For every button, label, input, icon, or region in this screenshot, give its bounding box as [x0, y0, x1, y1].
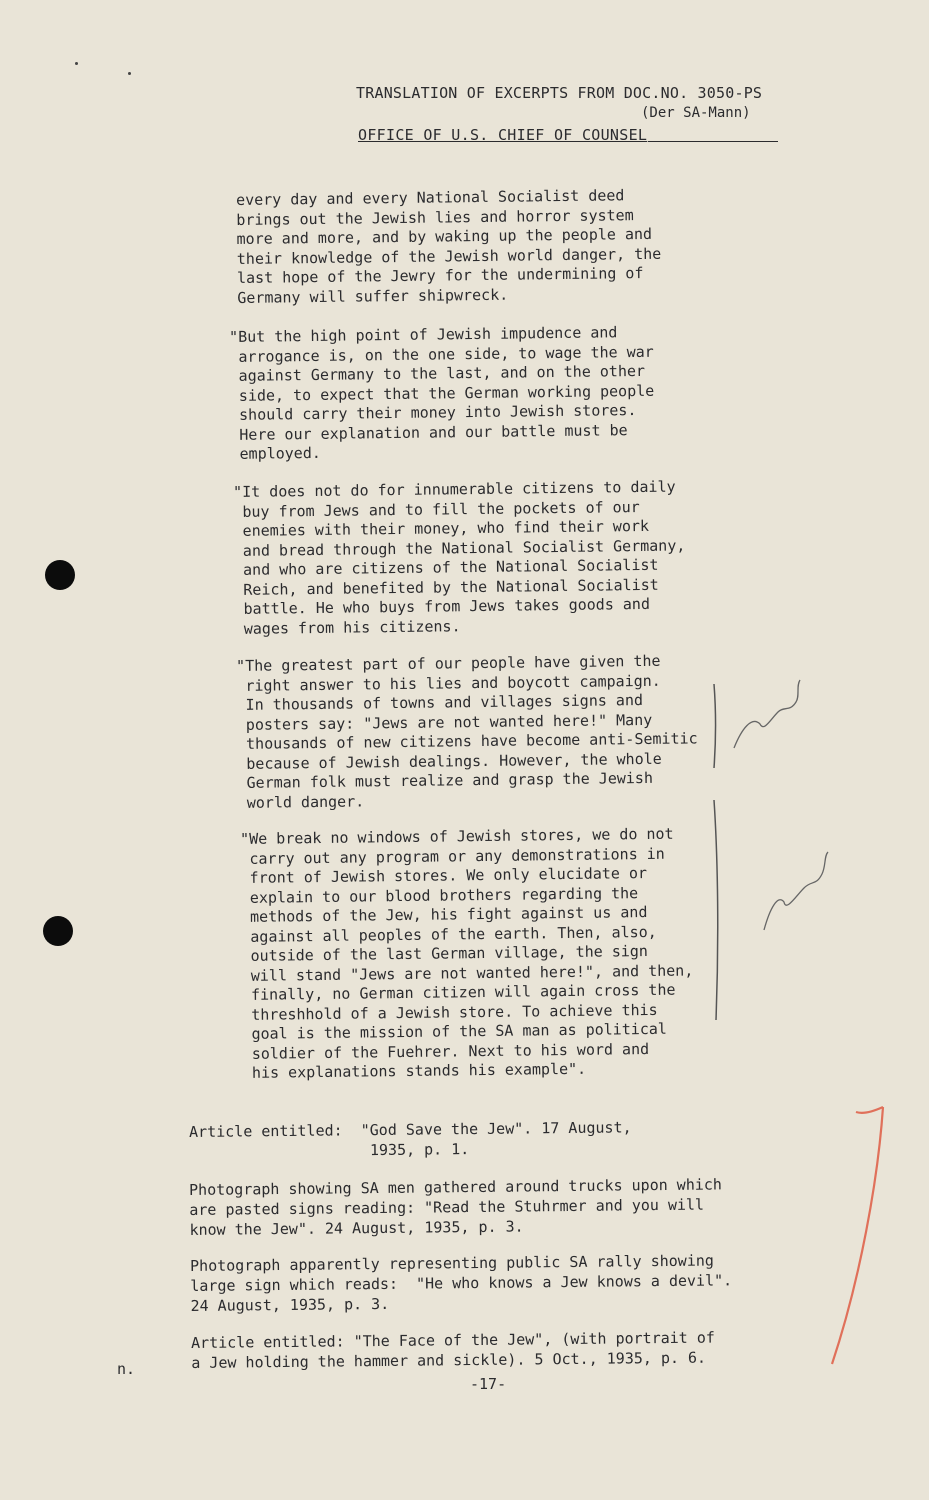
office-heading: OFFICE OF U.S. CHIEF OF COUNSEL	[358, 126, 648, 144]
reference-entry: Article entitled: "The Face of the Jew", (with portrait of a Jew holding the hammer and sickle). 5 Oct., 1935, p. 6.	[191, 1328, 715, 1372]
margin-note: n.	[117, 1360, 136, 1378]
body-paragraph: "We break no windows of Jewish stores, we do not carry out any program or any demonstrations in front of Jewish stores. We only elucidate or explain to our blood brothers regarding the methods of the Jew, his fight against us and against all peoples of the earth. Then, also, outside of the last German village, the sign will stand "Jews are not wanted here!", and then, finally, no German citizen will again cross the threshhold of a Jewish store. To achieve this goal is the mission of the SA man as political soldier of the Fuehrer. Next to his word and his explanations stands his example".	[240, 824, 694, 1082]
red-pencil-line	[832, 1107, 883, 1364]
pencil-scribble	[734, 680, 800, 748]
document-title: TRANSLATION OF EXCERPTS FROM DOC.NO. 3050-PS	[356, 84, 763, 102]
document-subtitle: (Der SA-Mann)	[641, 105, 751, 121]
pencil-scribble	[764, 852, 828, 930]
pencil-bracket	[714, 684, 716, 768]
reference-entry: Photograph apparently representing public SA rally showing large sign which reads: "He who knows a Jew knows a devil". 24 August, 1935, p. 3.	[190, 1251, 733, 1315]
red-pencil-line	[856, 1107, 883, 1113]
body-paragraph: "But the high point of Jewish impudence and arrogance is, on the one side, to wage the war against Germany to the last, and on the other side, to expect that the German working people should carry their money into Jewish stores. Here our explanation and our battle must be employed.	[229, 323, 655, 463]
pencil-bracket	[714, 800, 718, 1020]
body-paragraph: every day and every National Socialist deed brings out the Jewish lies and horror system more and more, and by waking up the people and their knowledge of the Jewish world danger, the last hope of the Jewry for the undermining of Germany will suffer shipwreck.	[236, 186, 662, 307]
reference-entry: Article entitled: "God Save the Jew". 17 August, 1935, p. 1.	[189, 1118, 632, 1161]
body-paragraph: "The greatest part of our people have given the right answer to his lies and boycott campaign. In thousands of towns and villages signs and posters say: "Jews are not wanted here!" Many thousands of new citizens have become anti-Semitic because of Jewish dealings. However, the whole German folk must realize and grasp the Jewish world danger.	[236, 651, 698, 812]
page-number: -17-	[470, 1375, 507, 1393]
body-paragraph: "It does not do for innumerable citizens to daily buy from Jews and to fill the pockets of our enemies with their money, who find their work and bread through the National Socialist Germany, and who are citizens of the National Socialist Reich, and benefited by the National Socialist battle. He who buys from Jews takes goods and wages from his citizens.	[233, 477, 686, 638]
reference-entry: Photograph showing SA men gathered around trucks upon which are pasted signs reading: "Read the Stuhrmer and you will know the Jew". 24 August, 1935, p. 3.	[189, 1175, 722, 1239]
